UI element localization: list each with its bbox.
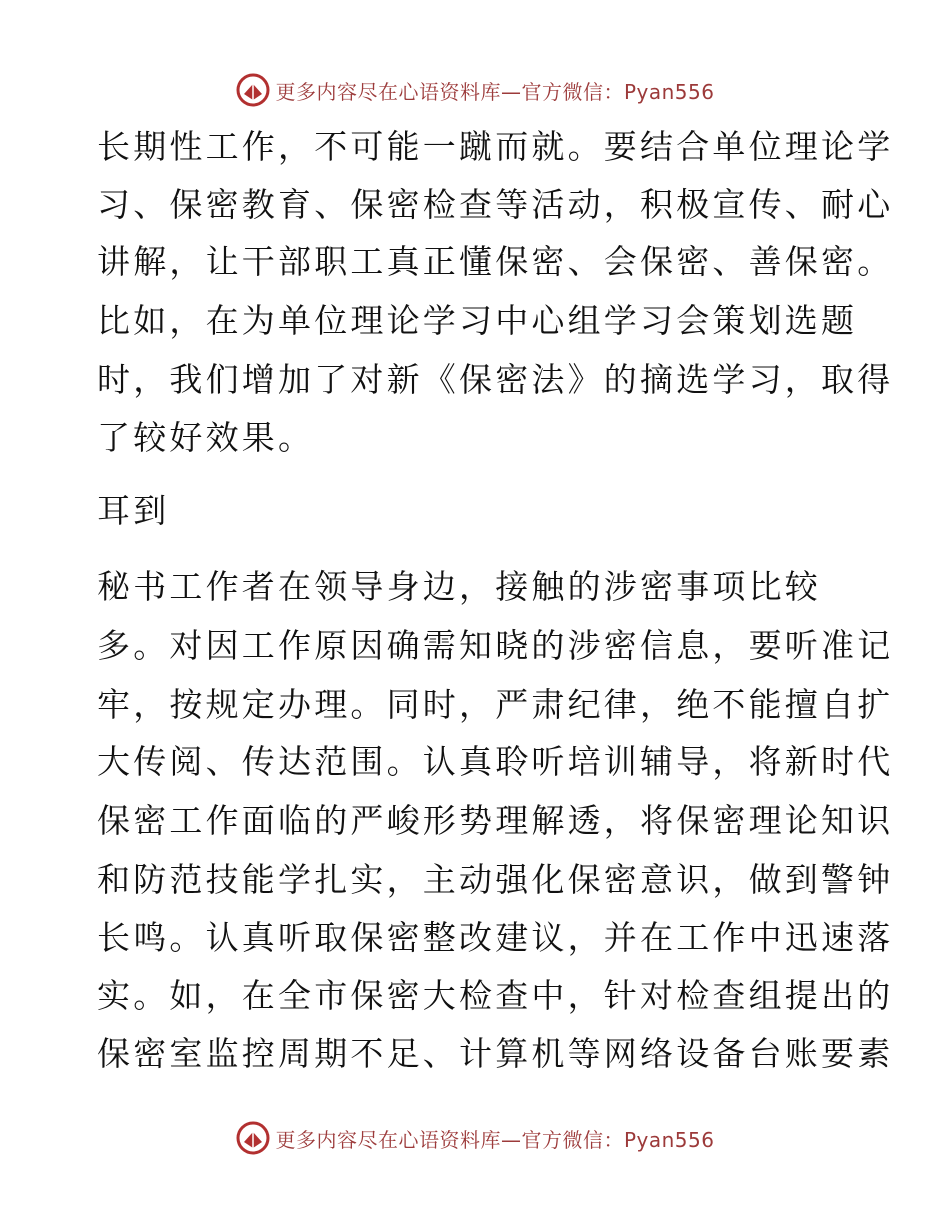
red-book-logo-icon xyxy=(235,1120,271,1156)
header-banner-text: 更多内容尽在心语资料库—官方微信：Pyan556 xyxy=(275,79,715,104)
text-line: 时，我们增加了对新《保密法》的摘选学习，取得 xyxy=(97,360,894,399)
text-line: 秘书工作者在领导身边，接触的涉密事项比较 xyxy=(97,567,821,606)
text-line: 大传阅、传达范围。认真聆听培训辅导，将新时代 xyxy=(97,742,894,781)
footer-banner xyxy=(0,1118,950,1158)
text-line: 保密室监控周期不足、计算机等网络设备台账要素 xyxy=(97,1034,894,1073)
header-banner xyxy=(0,70,950,110)
text-line: 了较好效果。 xyxy=(97,418,315,457)
text-line: 牢，按规定办理。同时，严肃纪律，绝不能擅自扩 xyxy=(97,685,894,724)
red-book-logo-icon xyxy=(235,72,271,108)
text-line: 多。对因工作原因确需知晓的涉密信息，要听准记 xyxy=(97,626,894,665)
footer-banner-text: 更多内容尽在心语资料库—官方微信：Pyan556 xyxy=(275,1127,715,1152)
section-heading: 耳到 xyxy=(97,491,170,530)
text-line: 长期性工作，不可能一蹴而就。要结合单位理论学 xyxy=(97,127,894,166)
text-line: 实。如，在全市保密大检查中，针对检查组提出的 xyxy=(97,976,894,1015)
text-line: 保密工作面临的严峻形势理解透，将保密理论知识 xyxy=(97,801,894,840)
text-line: 和防范技能学扎实，主动强化保密意识，做到警钟 xyxy=(97,860,894,899)
text-line: 习、保密教育、保密检查等活动，积极宣传、耐心 xyxy=(97,185,894,224)
text-line: 比如，在为单位理论学习中心组学习会策划选题 xyxy=(97,301,858,340)
text-line: 讲解，让干部职工真正懂保密、会保密、善保密。 xyxy=(97,242,894,281)
text-line: 长鸣。认真听取保密整改建议，并在工作中迅速落 xyxy=(97,918,894,957)
